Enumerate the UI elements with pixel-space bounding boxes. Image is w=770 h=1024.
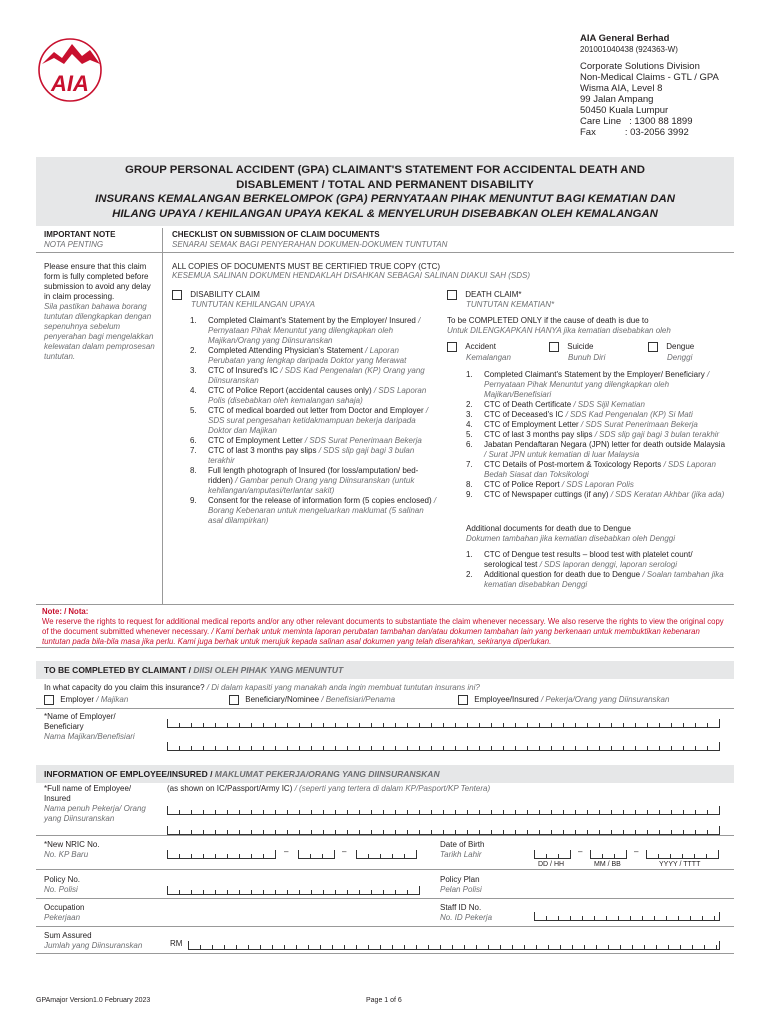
item-text: Completed Claimant's Statement by the Employer/ Insured	[208, 316, 416, 325]
item-number: 1.	[466, 370, 473, 379]
item-text: CTC of Employment Letter	[208, 436, 303, 445]
dob-day-field[interactable]	[534, 850, 571, 859]
ctc-text: ALL COPIES OF DOCUMENTS MUST BE CERTIFIED TRUE COPY (CTC)	[172, 262, 441, 271]
checklist-head-ms: SENARAI SEMAK BAGI PENYERAHAN DOKUMEN-DOKUMEN TUNTUTAN	[172, 240, 448, 249]
death-note-ms: Untuk DILENGKAPKAN HANYA jika kematian disebabkan oleh	[447, 326, 671, 335]
death-list	[466, 370, 728, 500]
death-checkbox[interactable]	[447, 290, 457, 300]
item-text: CTC of Death Certificate	[484, 400, 572, 409]
nric-field-3[interactable]	[356, 850, 417, 859]
sum-text: Sum Assured	[44, 931, 92, 940]
item-text-ms: / Laporan Perubatan yang lengkap daripada Doktor yang Merawat	[208, 346, 407, 365]
title-ms-2: HILANG UPAYA / KEHILANGAN UPAYA KEKAL & MENYELURUH DISEBABKAN OLEH KEMALANGAN	[112, 207, 658, 220]
item-text: CTC of medical boarded out letter from Doctor and Employer	[208, 406, 424, 415]
employee-checkbox[interactable]	[458, 695, 468, 705]
death-label: DEATH CLAIM*	[465, 290, 522, 300]
nric-label	[44, 840, 100, 860]
important-text-ms: Sila pastikan bahawa borang tuntutan dilengkapkan dengan sepenuhnya sebelum penyerahan bagi mengelakkan kelewatan dalam pemprosesan tuntutan.	[44, 302, 155, 361]
item-number: 4.	[466, 420, 473, 429]
title-en-1: GROUP PERSONAL ACCIDENT (GPA) CLAIMANT'S STATEMENT FOR ACCIDENTAL DEATH AND	[125, 164, 645, 176]
item-text-ms: / SDS surat pengesahan ketidakmampuan bekerja daripada Doktor dan Majikan	[208, 406, 429, 435]
checklist-item	[466, 550, 728, 570]
policy-field[interactable]	[167, 886, 420, 895]
name-label-ms: Nama Majikan/Benefisiari	[44, 732, 135, 741]
mm-hint: MM / BB	[594, 861, 621, 868]
checklist-header-row	[36, 228, 734, 253]
title-band	[36, 157, 734, 226]
column-divider	[162, 228, 163, 604]
checklist-item	[466, 480, 728, 490]
note-text: We reserve the rights to request for additional medical reports and/or any other relevant documents to substantiate the claim whenever necessary. We also reserve the rights to view the original copy of the document submitted whenever necessary.	[42, 617, 724, 636]
item-text-ms: / Surat JPN untuk kematian di luar Malaysia	[484, 450, 640, 459]
employer-name-field-1[interactable]	[167, 719, 720, 728]
item-number: 5.	[466, 430, 473, 439]
option-label-ms: / Benefisiari/Penama	[319, 695, 396, 705]
divider	[36, 953, 734, 954]
capacity-question	[44, 683, 480, 692]
item-text-ms: / Pernyataan Pihak Menuntut yang dilengkapkan oleh Majikan/Orang yang Diinsuranskan	[208, 316, 421, 345]
divider	[36, 835, 734, 836]
cause-label-ms: Bunuh Diri	[568, 353, 606, 362]
item-number: 5.	[190, 406, 197, 415]
cause-suicide[interactable]	[549, 342, 593, 352]
item-number: 9.	[190, 496, 197, 505]
cause-dengue[interactable]	[648, 342, 694, 352]
item-text: Full length photograph of Insured (for loss/amputation/ bed-ridden)	[208, 466, 419, 485]
rm-label: RM	[170, 939, 183, 948]
occupation-text-ms: Pekerjaan	[44, 913, 81, 922]
ctc-note	[172, 262, 530, 280]
company-reg: 201001040438 (924363-W)	[580, 45, 678, 54]
item-number: 2.	[466, 570, 473, 579]
nric-text-ms: No. KP Baru	[44, 850, 89, 859]
staff-label	[440, 903, 492, 923]
address-line: 99 Jalan Ampang	[580, 94, 654, 105]
dob-month-field[interactable]	[590, 850, 627, 859]
item-text-ms: / SDS slip gaji bagi 3 bulan terakhir	[208, 446, 415, 465]
aia-logo-icon	[28, 36, 113, 106]
item-text: CTC of Deceased's IC	[484, 410, 564, 419]
item-text-ms: / SDS Laporan Bedah Siasat dan Toksikologi	[484, 460, 716, 479]
checklist-item	[466, 430, 728, 440]
sum-text-ms: Jumlah yang Diinsuranskan	[44, 941, 143, 950]
dob-text: Date of Birth	[440, 840, 485, 849]
dash: –	[342, 847, 347, 856]
item-number: 2.	[190, 346, 197, 355]
fullname-field-2[interactable]	[167, 826, 720, 835]
item-text-ms: / SDS slip gaji bagi 3 bulan terakhir	[592, 430, 720, 439]
fax: Fax : 03-2056 3992	[580, 127, 689, 138]
staff-id-field[interactable]	[534, 912, 720, 921]
dash: –	[634, 847, 639, 856]
dob-year-field[interactable]	[646, 850, 719, 859]
disability-claim-option[interactable]	[172, 290, 260, 300]
item-text: CTC of Dengue test results – blood test with platelet count/ serological test	[484, 550, 693, 569]
item-number: 2.	[466, 400, 473, 409]
sum-assured-field[interactable]	[188, 941, 720, 950]
item-text: Additional question for death due to Dengue	[484, 570, 641, 579]
claimant-head: TO BE COMPLETED BY CLAIMANT /	[44, 665, 194, 675]
checklist-item	[466, 420, 728, 430]
checklist-item	[190, 406, 438, 436]
plan-text: Policy Plan	[440, 875, 480, 884]
option-label-ms: / Majikan	[94, 695, 129, 705]
footer-version: GPAmajor Version1.0 February 2023	[36, 997, 151, 1004]
staff-text-ms: No. ID Pekerja	[440, 913, 493, 922]
option-label: Employee/Insured	[474, 695, 539, 705]
checklist-item	[466, 460, 728, 480]
important-head-ms: NOTA PENTING	[44, 240, 104, 249]
checklist-head: CHECKLIST ON SUBMISSION OF CLAIM DOCUMENTS	[172, 230, 380, 239]
nric-field-2[interactable]	[298, 850, 335, 859]
dengue-head-ms: Dokumen tambahan jika kematian disebabkan oleh Denggi	[466, 534, 676, 543]
item-text: Jabatan Pendaftaran Negara (JPN) letter for death outside Malaysia	[484, 440, 726, 449]
cause-label-ms: Denggi	[667, 353, 693, 362]
item-text-ms: / Soalan tambahan jika kematian disebabkan Denggi	[484, 570, 724, 589]
address-line: 50450 Kuala Lumpur	[580, 105, 669, 116]
option-beneficiary[interactable]	[229, 695, 395, 705]
checklist-item	[466, 490, 728, 500]
cause-label: Dengue	[666, 342, 695, 352]
item-number: 4.	[190, 386, 197, 395]
nric-text: *New NRIC No.	[44, 840, 100, 849]
important-body	[44, 262, 158, 362]
item-text: CTC of last 3 months pay slips	[484, 430, 593, 439]
company-name: AIA General Berhad	[580, 33, 670, 44]
checklist-item	[190, 316, 438, 346]
item-text: CTC of Employment Letter	[484, 420, 579, 429]
checklist-item	[190, 466, 438, 496]
svg-text:AIA: AIA	[51, 71, 89, 96]
sum-label	[44, 931, 142, 951]
suicide-checkbox[interactable]	[549, 342, 559, 352]
item-text-ms: / SDS Kad Pengenalan (KP) Si Mati	[563, 410, 693, 419]
address-line: Corporate Solutions Division	[580, 61, 700, 72]
plan-text-ms: Pelan Polisi	[440, 885, 482, 894]
hint-text-ms: / (seperti yang tertera di dalam KP/Pasport/KP Tentera)	[292, 784, 491, 793]
policy-text: Policy No.	[44, 875, 81, 884]
item-text-ms: / SDS Laporan Polis (disebabkan oleh kemalangan sahaja)	[208, 386, 427, 405]
note-head: Note: / Nota:	[42, 607, 89, 616]
title-en-2: DISABLEMENT / TOTAL AND PERMANENT DISABILITY	[236, 178, 534, 191]
nric-field-1[interactable]	[167, 850, 276, 859]
item-text: CTC of Police Report	[484, 480, 560, 489]
fullname-text-ms: Nama penuh Pekerja/ Orang yang Diinsuranskan	[44, 804, 146, 823]
fullname-hint	[167, 784, 490, 793]
title-ms-1: INSURANS KEMALANGAN BERKELOMPOK (GPA) PERNYATAAN PIHAK MENUNTUT BAGI KEMATIAN DAN	[95, 193, 675, 205]
disability-label: DISABILITY CLAIM	[190, 290, 260, 300]
divider	[36, 708, 734, 709]
important-text: Please ensure that this claim form is fully completed before submission to avoid any delay in claim processing.	[44, 262, 151, 301]
checklist-item	[466, 400, 728, 410]
policy-label	[44, 875, 80, 895]
cause-label-ms: Kemalangan	[466, 353, 511, 362]
hint-text: (as shown on IC/Passport/Army IC)	[167, 784, 293, 793]
item-number: 1.	[466, 550, 473, 559]
address-line: Non-Medical Claims - GTL / GPA	[580, 72, 719, 83]
item-number: 7.	[190, 446, 197, 455]
disability-label-ms: TUNTUTAN KEHILANGAN UPAYA	[191, 300, 316, 309]
employee-head-ms: MAKLUMAT PEKERJA/ORANG YANG DIINSURANSKAN	[214, 769, 440, 779]
item-text-ms: / Gambar penuh Orang yang Diinsuranskan (untuk kehilangan/amputasi/terlantar sakit)	[208, 476, 415, 495]
item-text-ms: / SDS Kad Pengenalan (KP) Orang yang Diinsuranskan	[208, 366, 425, 385]
employer-checkbox[interactable]	[44, 695, 54, 705]
death-label-ms: TUNTUTAN KEMATIAN*	[466, 300, 555, 309]
claimant-head-ms: DIISI OLEH PIHAK YANG MENUNTUT	[193, 665, 344, 675]
item-number: 7.	[466, 460, 473, 469]
fullname-text: *Full name of Employee/ Insured	[44, 784, 132, 803]
cause-label: Suicide	[567, 342, 594, 352]
employee-section-head	[36, 765, 734, 783]
careline: Care Line : 1300 88 1899	[580, 116, 693, 127]
item-text: Completed Claimant's Statement by the Employer/ Beneficiary	[484, 370, 705, 379]
option-label-ms: / Pekerja/Orang yang Diinsuranskan	[538, 695, 670, 705]
checklist-item	[190, 436, 438, 446]
item-number: 8.	[190, 466, 197, 475]
death-claim-option[interactable]	[447, 290, 522, 300]
item-number: 3.	[190, 366, 197, 375]
fullname-field-1[interactable]	[167, 806, 720, 815]
cause-accident[interactable]	[447, 342, 496, 352]
accident-checkbox[interactable]	[447, 342, 457, 352]
yyyy-hint: YYYY / TTTT	[659, 861, 701, 868]
checklist-item	[190, 346, 438, 366]
policy-text-ms: No. Polisi	[44, 885, 78, 894]
death-note: To be COMPLETED ONLY if the cause of death is due to	[447, 316, 649, 325]
dash: –	[284, 847, 289, 856]
capacity-text-ms: / Di dalam kapasiti yang manakah anda ingin membuat tuntutan insurans ini?	[204, 683, 480, 692]
cause-label: Accident	[465, 342, 496, 352]
dash: –	[578, 847, 583, 856]
item-number: 9.	[466, 490, 473, 499]
occupation-text: Occupation	[44, 903, 85, 912]
staff-text: Staff ID No.	[440, 903, 482, 912]
fullname-label	[44, 784, 160, 824]
dengue-checkbox[interactable]	[648, 342, 658, 352]
aia-logo	[28, 36, 113, 106]
plan-label	[440, 875, 482, 895]
name-employer-label	[44, 712, 156, 742]
employer-name-field-2[interactable]	[167, 742, 720, 751]
checklist-item	[466, 570, 728, 590]
divider	[36, 869, 734, 870]
disability-list	[190, 316, 438, 526]
item-number: 1.	[190, 316, 197, 325]
important-head: IMPORTANT NOTE	[44, 230, 116, 239]
item-text-ms: / Borang Kebenaran untuk mengeluarkan maklumat (5 salinan asal dilampirkan)	[208, 496, 437, 525]
checklist-item	[190, 496, 438, 526]
item-text: CTC of last 3 months pay slips	[208, 446, 317, 455]
ctc-text-ms: KESEMUA SALINAN DOKUMEN HENDAKLAH DISAHKAN SEBAGAI SALINAN DIAKUI SAH (SDS)	[172, 271, 531, 280]
option-label: Employer	[60, 695, 95, 705]
checklist-item	[466, 440, 728, 460]
item-number: 6.	[466, 440, 473, 449]
item-text: CTC Details of Post-mortem & Toxicology Reports	[484, 460, 662, 469]
occupation-label	[44, 903, 84, 923]
item-text-ms: / SDS Sijil Kematian	[571, 400, 645, 409]
item-text: CTC of Newspaper cuttings (if any)	[484, 490, 609, 499]
checklist-item	[466, 410, 728, 420]
footer-page: Page 1 of 6	[366, 997, 402, 1004]
dengue-head: Additional documents for death due to Dengue	[466, 524, 632, 533]
address-line: Wisma AIA, Level 8	[580, 83, 663, 94]
item-text: Consent for the release of information form (5 copies enclosed)	[208, 496, 432, 505]
dob-label	[440, 840, 484, 860]
employee-head: INFORMATION OF EMPLOYEE/INSURED /	[44, 769, 215, 779]
dd-hint: DD / HH	[538, 861, 565, 868]
item-number: 3.	[466, 410, 473, 419]
item-text-ms: / Pernyataan Pihak Menuntut yang dilengkapkan oleh Majikan/Benefisiari	[484, 370, 710, 399]
option-employer[interactable]	[44, 695, 128, 705]
dengue-list	[466, 550, 728, 590]
checklist-item	[466, 370, 728, 400]
item-text-ms: / SDS Keratan Akhbar (jika ada)	[608, 490, 725, 499]
note-text-ms: / Kami berhak untuk meminta laporan perubatan tambahan dan/atau dokumen tambahan lain yang berkenaan untuk membuktikan kebenaran tuntutan pada bila-bila masa jika perlu. Kami juga berhak untuk merujuk kepada salinan asal dokumen yang telah diserahkan, sekiranya diperlukan.	[42, 627, 700, 646]
option-employee[interactable]	[458, 695, 669, 705]
item-text-ms: / SDS Laporan Polis	[559, 480, 634, 489]
divider	[36, 926, 734, 927]
divider	[36, 898, 734, 899]
checklist-item	[190, 366, 438, 386]
checklist-item	[190, 446, 438, 466]
dob-text-ms: Tarikh Lahir	[440, 850, 482, 859]
name-label: *Name of Employer/ Beneficiary	[44, 712, 116, 731]
capacity-text: In what capacity do you claim this insurance?	[44, 683, 205, 692]
item-text-ms: / SDS Surat Penerimaan Bekerja	[578, 420, 698, 429]
item-number: 8.	[466, 480, 473, 489]
item-number: 6.	[190, 436, 197, 445]
reserve-note	[36, 604, 734, 648]
item-text: Completed Attending Physician's Statement	[208, 346, 363, 355]
checklist-item	[190, 386, 438, 406]
item-text-ms: / SDS laporan denggi, laporan serologi	[537, 560, 678, 569]
company-address	[580, 33, 719, 138]
claimant-section-head	[36, 661, 734, 679]
item-text: CTC of Police Report (accidental causes only)	[208, 386, 372, 395]
item-text-ms: / SDS Surat Penerimaan Bekerja	[302, 436, 422, 445]
item-text: CTC of Insured's IC	[208, 366, 278, 375]
disability-checkbox[interactable]	[172, 290, 182, 300]
beneficiary-checkbox[interactable]	[229, 695, 239, 705]
option-label: Beneficiary/Nominee	[245, 695, 320, 705]
